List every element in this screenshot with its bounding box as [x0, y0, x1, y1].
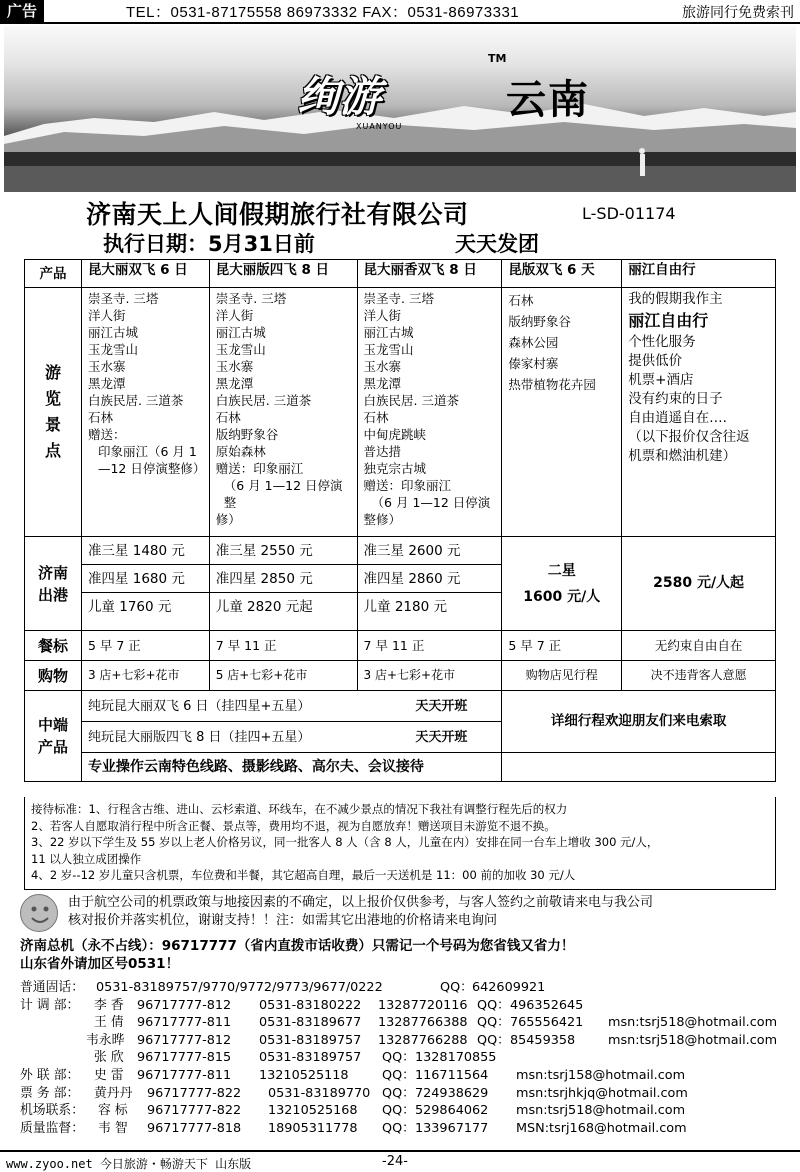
- banner-image: [4, 26, 796, 192]
- footer-site: www.zyoo.net 今日旅游・畅游天下 山东版: [6, 1157, 252, 1171]
- brand-logo: 绚游: [297, 72, 382, 121]
- smiley-icon: [20, 894, 58, 932]
- shopping-value: 3 店+七彩+花市: [81, 661, 209, 691]
- note-line: 接待标准：1、行程含古维、进山、云杉索道、环线车，在不减少景点的情况下我社有调整行程先后的权力: [31, 802, 568, 816]
- mid-special: 专业操作云南特色线路、摄影线路、高尔夫、会议接待: [81, 753, 501, 782]
- price-list: 准三星 1480 元 准四星 1680 元 儿童 1760 元: [81, 537, 209, 631]
- depart-label: 济南 出港: [25, 537, 82, 631]
- disclaimer: 由于航空公司的机票政策与地接因素的不确定，以上报价仅供参考，与客人签约之前敬请来电与我公司 核对报价并落实机位，谢谢支持！！注：如需其它出港地的价格请来电询问: [68, 895, 654, 928]
- meals-label: 餐标: [25, 631, 82, 661]
- shopping-value: 5 店+七彩+花市: [209, 661, 357, 691]
- shopping-label: 购物: [25, 661, 82, 691]
- product-name: 昆大丽双飞 6 日: [81, 260, 209, 288]
- trademark: TM: [488, 52, 507, 65]
- page-number: -24-: [382, 1154, 408, 1169]
- mid-row: [25, 691, 776, 722]
- spots-label: 游 览 景 点: [25, 288, 82, 537]
- company-name: 济南天上人间假期旅行社有限公司: [86, 200, 469, 229]
- license-number: L-SD-01174: [582, 204, 676, 223]
- footer-bar: [0, 1150, 800, 1172]
- departure-note: 天天发团: [455, 232, 539, 256]
- exec-date: 执行日期：5月31日前: [103, 232, 315, 256]
- shopping-row: [25, 661, 776, 691]
- mid-empty-cell: [502, 753, 776, 782]
- spots-row: [25, 288, 776, 537]
- product-row: [25, 260, 776, 288]
- mid-product: 纯玩昆大丽版四飞 8 日（挂四+五星） 天天开班: [81, 722, 501, 753]
- hq-hotline: 济南总机（永不占线）：96717777（省内直拨市话收费）只需记一个号码为您省钱又省力！ 山东省外请加区号0531！: [20, 938, 575, 972]
- meal-value: 5 早 7 正: [502, 631, 622, 661]
- mid-product: 纯玩昆大丽双飞 6 日（挂四星+五星） 天天开班: [81, 691, 501, 722]
- price-two-star: 二星 1600 元/人: [502, 537, 622, 631]
- header-free-note: 旅游同行免费索刊: [682, 5, 794, 21]
- mid-note: 详细行程欢迎朋友们来电索取: [502, 691, 776, 753]
- mountain-scenery: [4, 26, 796, 192]
- price-list: 准三星 2550 元 准四星 2850 元 儿童 2820 元起: [209, 537, 357, 631]
- note-line: 2、若客人自愿取消行程中所含正餐、景点等，费用均不退，视为自愿放弃！赠送项目未游览不退不换。: [31, 818, 556, 833]
- meal-value: 无约束自由自在: [622, 631, 776, 661]
- spots-list: 崇圣寺. 三塔 洋人街 丽江古城 玉龙雪山 玉水寨 黑龙潭 白族民居. 三道茶 石林 版纳野象谷 原始森林 赠送：印象丽江 （6 月 1—12 日停演整 修）: [209, 288, 357, 537]
- shopping-value: 决不违背客人意愿: [622, 661, 776, 691]
- product-name: 昆大丽版四飞 8 日: [209, 260, 357, 288]
- spots-list: 石林 版纳野象谷 森林公园 傣家村寨 热带植物花卉园: [502, 288, 622, 537]
- spots-list: 崇圣寺. 三塔 洋人街 丽江古城 玉龙雪山 玉水寨 黑龙潭 白族民居. 三道茶 石林 中甸虎跳峡 普达措 独克宗古城 赠送：印象丽江 （6 月 1—12 日停演 整修）: [357, 288, 502, 537]
- brand-sub: XUANYOU: [356, 122, 403, 131]
- top-bar: [0, 0, 800, 24]
- spots-list: 崇圣寺. 三塔 洋人街 丽江古城 玉龙雪山 玉水寨 黑龙潭 白族民居. 三道茶 石林 赠送： 印象丽江（6 月 1 —12 日停演整修）: [81, 288, 209, 537]
- mid-row: [25, 753, 776, 782]
- note-line: 4、2 岁--12 岁儿童只含机票，车位费和半餐，其它超高自理，最后一天送机是 11：00 前的加收 30 元/人: [31, 868, 576, 882]
- price-list: 准三星 2600 元 准四星 2860 元 儿童 2180 元: [357, 537, 502, 631]
- free-travel-info: 我的假期我作主 丽江自由行 个性化服务 提供低价 机票+酒店 没有约束的日子 自由逍遥自在…. （以下报价仅含往返 机票和燃油机建）: [622, 288, 776, 537]
- meal-value: 7 早 11 正: [357, 631, 502, 661]
- shopping-value: 购物店见行程: [502, 661, 622, 691]
- region-title: 云南: [506, 76, 590, 123]
- note-line: 3、22 岁以下学生及 55 岁以上老人价格另议，同一批客人 8 人（含 8 人，儿童在内）安排在同一台车上增收 300 元/人，: [31, 835, 659, 849]
- meal-value: 5 早 7 正: [81, 631, 209, 661]
- meals-row: [25, 631, 776, 661]
- reception-notes: [24, 797, 776, 890]
- header-contact: TEL：0531-87175558 86973332 FAX：0531-86973331: [126, 3, 520, 21]
- ad-tag: 广告: [0, 0, 44, 22]
- product-label: 产品: [25, 260, 82, 288]
- product-name: 昆大丽香双飞 8 日: [357, 260, 502, 288]
- mid-label: 中端 产品: [25, 691, 82, 782]
- note-line: 11 以人独立成团操作: [31, 851, 142, 866]
- price-row: [25, 537, 776, 631]
- meal-value: 7 早 11 正: [209, 631, 357, 661]
- price-free-travel: 2580 元/人起: [622, 537, 776, 631]
- product-name: 昆版双飞 6 天: [502, 260, 622, 288]
- product-table: [24, 259, 776, 782]
- product-name: 丽江自由行: [622, 260, 776, 288]
- shopping-value: 3 店+七彩+花市: [357, 661, 502, 691]
